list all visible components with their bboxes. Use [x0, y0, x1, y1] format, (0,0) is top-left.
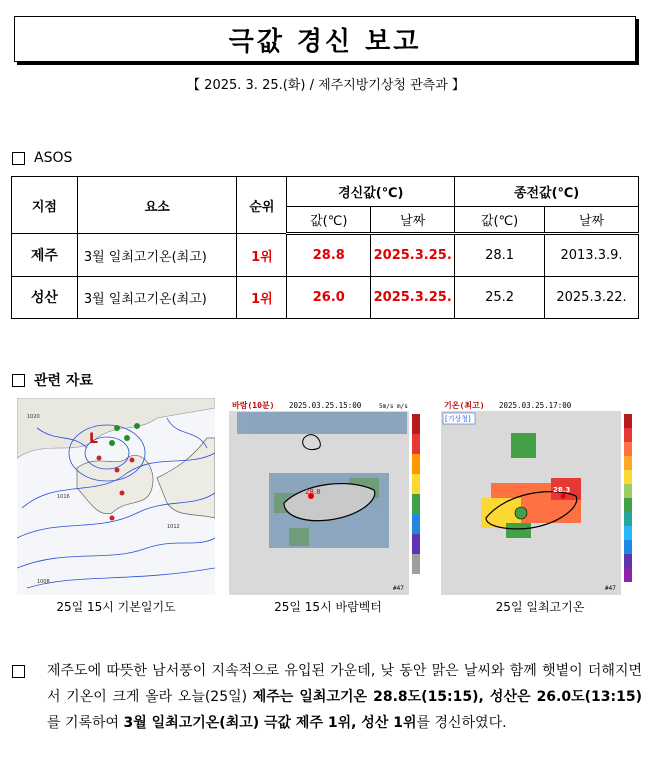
temp-map-time: 2025.03.25.17:00 — [499, 401, 572, 410]
svg-text:L: L — [89, 431, 98, 447]
svg-text:1012: 1012 — [167, 524, 180, 530]
svg-text:1016: 1016 — [57, 494, 70, 500]
report-title-text: 극값 경신 보고 — [228, 26, 422, 57]
header-rank: 순위 — [237, 177, 287, 234]
row-station: 제주 — [12, 234, 78, 276]
temp-map-panel: #47 — [605, 585, 616, 592]
summary-text — [47, 658, 642, 736]
header-prev-value: 값(℃) — [455, 207, 545, 234]
asos-record-table — [11, 176, 639, 319]
row-station: 성산 — [12, 276, 78, 318]
summary-paragraph — [12, 658, 642, 736]
row-new-date: 2025.3.25. — [371, 276, 455, 318]
checkbox-square-icon — [12, 665, 25, 678]
report-subtitle: 【 2025. 3. 25.(화) / 제주지방기상청 관측과 】 — [187, 78, 465, 93]
wind-vector-map — [229, 398, 427, 595]
temp-map-badge: [기상청] — [445, 415, 471, 423]
row-prev-value: 28.1 — [455, 234, 545, 276]
weather-map-graphic — [17, 398, 215, 595]
row-rank: 1위 — [237, 234, 287, 276]
max-temperature-graphic — [441, 398, 639, 595]
header-new-record: 경신값(℃) — [287, 177, 455, 207]
header-new-value: 값(℃) — [287, 207, 371, 234]
summary-bold-1: 제주는 일최고기온 28.8도(15:15), 성산은 26.0도(13:15) — [252, 689, 642, 705]
summary-part-2: 를 기록하여 — [47, 715, 124, 731]
wind-map-unit: 5m/s m/s — [379, 403, 408, 410]
temp-map-highlight: 28.3 — [553, 486, 571, 494]
row-rank: 1위 — [237, 276, 287, 318]
row-new-value: 28.8 — [287, 234, 371, 276]
wind-vector-graphic — [229, 398, 427, 595]
checkbox-square-icon — [12, 374, 25, 387]
table-row — [12, 234, 639, 276]
row-element: 3월 일최고기온(최고) — [77, 276, 237, 318]
asos-section-label: ASOS — [34, 150, 73, 166]
header-station: 지점 — [12, 177, 78, 234]
max-temperature-map — [441, 398, 639, 595]
caption-wind-vector: 25일 15시 바람벡터 — [274, 600, 382, 614]
row-prev-date: 2025.3.22. — [545, 276, 639, 318]
caption-max-temperature: 25일 일최고기온 — [495, 600, 585, 614]
row-new-date: 2025.3.25. — [371, 234, 455, 276]
wind-map-highlight: 28.8 — [305, 488, 321, 496]
related-section-heading — [12, 370, 93, 390]
row-prev-date: 2013.3.9. — [545, 234, 639, 276]
row-element: 3월 일최고기온(최고) — [77, 234, 237, 276]
summary-part-3: 를 경신하였다. — [416, 715, 507, 731]
summary-bold-2: 3월 일최고기온(최고) 극값 제주 1위, 성산 1위 — [123, 715, 417, 731]
temp-map-label: 기온(최고) — [444, 401, 485, 410]
svg-text:1008: 1008 — [37, 579, 50, 585]
wind-map-panel: #47 — [393, 585, 404, 592]
row-new-value: 26.0 — [287, 276, 371, 318]
surface-weather-map — [17, 398, 215, 595]
checkbox-square-icon — [12, 152, 25, 165]
report-title — [14, 16, 636, 62]
asos-section-heading — [12, 150, 72, 166]
header-element: 요소 — [77, 177, 237, 234]
wind-map-label: 바람(10분) — [232, 401, 275, 410]
summary-part-1: 제주도에 따뜻한 남서풍이 지속적으로 유입된 가운데, 낮 동안 맑은 날씨와 함께 햇볕이 더해지면서 기온이 크게 올라 오늘(25일) — [47, 663, 642, 705]
header-prev-record: 종전값(℃) — [455, 177, 639, 207]
caption-weather-map: 25일 15시 기본일기도 — [56, 600, 176, 614]
wind-map-time: 2025.03.25.15:00 — [289, 401, 362, 410]
table-row — [12, 276, 639, 318]
header-prev-date: 날짜 — [545, 207, 639, 234]
related-section-label: 관련 자료 — [34, 373, 93, 389]
row-prev-value: 25.2 — [455, 276, 545, 318]
svg-text:1020: 1020 — [27, 414, 40, 420]
header-new-date: 날짜 — [371, 207, 455, 234]
